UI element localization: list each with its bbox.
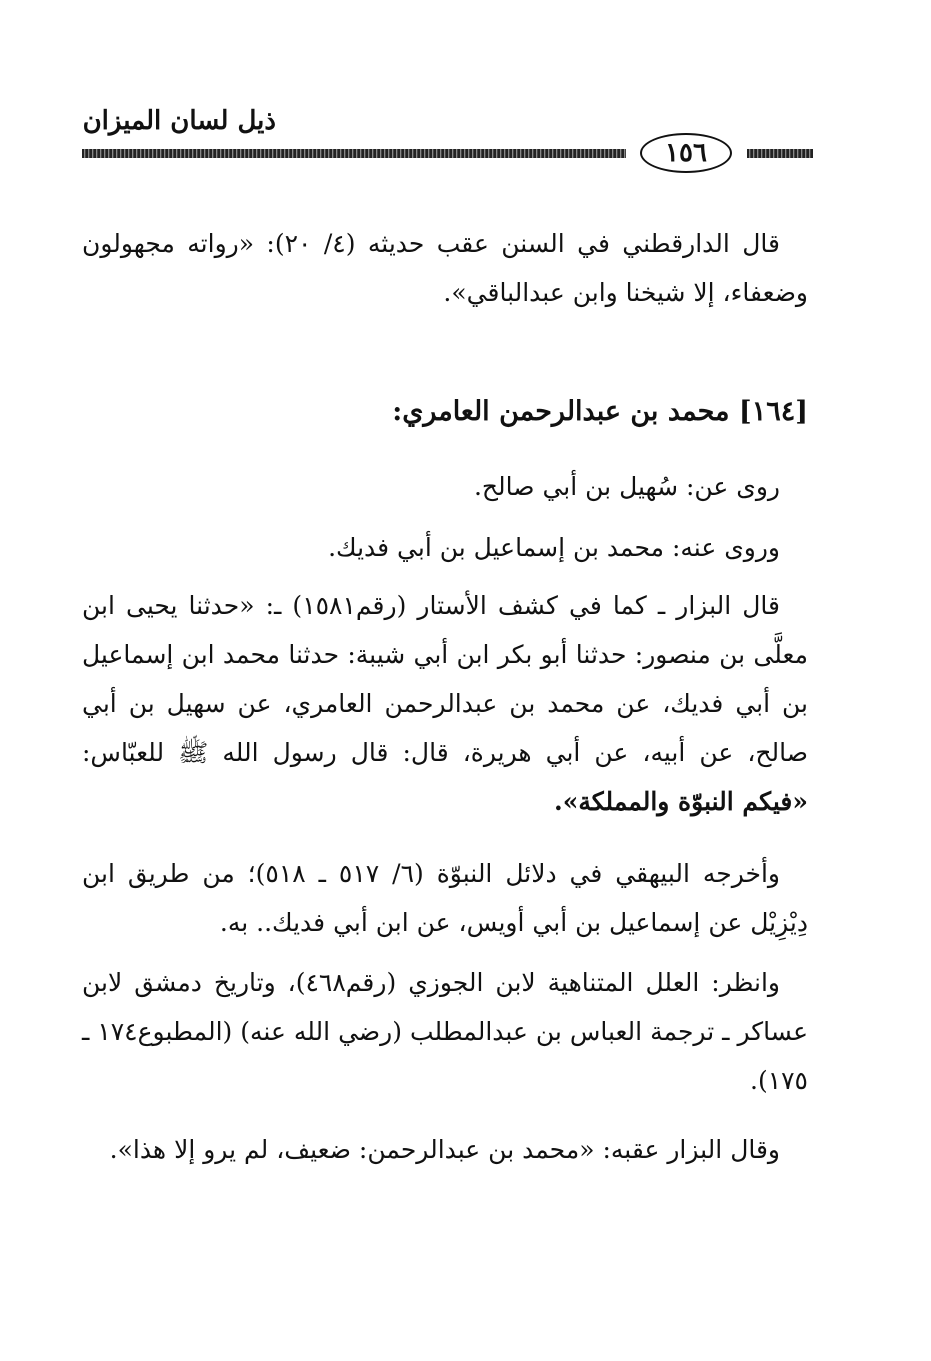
book-title: ذيل لسان الميزان bbox=[82, 106, 276, 136]
paragraph-see-also: وانظر: العلل المتناهية لابن الجوزي (رقم٤٦٨)، وتاريخ دمشق لابن عساكر ـ ترجمة العباس بن عبدالمطلب (رضي الله عنه) (المطبوع١٧٤ ـ ١٧٥). bbox=[82, 968, 808, 1095]
paragraph-bayhaqi: وأخرجه البيهقي في دلائل النبوّة (٦/ ٥١٧ ـ ٥١٨)؛ من طريق ابن دِيْزِيْل عن إسماعيل بن أبي أويس، عن ابن أبي فديك.. به. bbox=[82, 859, 808, 937]
bazzar-quote: «فيكم النبوّة والمملكة». bbox=[554, 787, 808, 816]
narrated-from: روى عن: سُهيل بن أبي صالح. bbox=[473, 472, 780, 501]
narrated-by: وروى عنه: محمد بن إسماعيل بن أبي فديك. bbox=[328, 533, 780, 562]
bazzar-text: قال البزار ـ كما في كشف الأستار (رقم١٥٨١) ـ: «حدثنا يحيى ابن معلَّى بن منصور: حدثنا أبو بكر ابن أبي شيبة: حدثنا محمد ابن إسماعيل بن أبي فديك، عن محمد بن عبدالرحمن العامري، عن سهيل بن أبي صالح، عن أبيه، عن أبي هريرة، قال: قال رسول الله ﷺ للعبّاس: bbox=[82, 591, 808, 767]
paragraph-bazzar-after: وقال البزار عقبه: «محمد بن عبدالرحمن: ضعيف، لم يرو إلا هذا». bbox=[109, 1135, 780, 1164]
paragraph-daraqutni: قال الدارقطني في السنن عقب حديثه (٤/ ٢٠): «رواته مجهولون وضعفاء، إلا شيخنا وابن عبدالباقي». bbox=[82, 229, 808, 307]
page-number-text: ١٥٦ bbox=[665, 138, 707, 168]
header-rule bbox=[82, 149, 626, 158]
paragraph-bazzar bbox=[82, 581, 808, 826]
page-number bbox=[640, 133, 732, 173]
entry-heading: [١٦٤] محمد بن عبدالرحمن العامري: bbox=[392, 396, 808, 427]
header-rule-end bbox=[747, 149, 813, 158]
